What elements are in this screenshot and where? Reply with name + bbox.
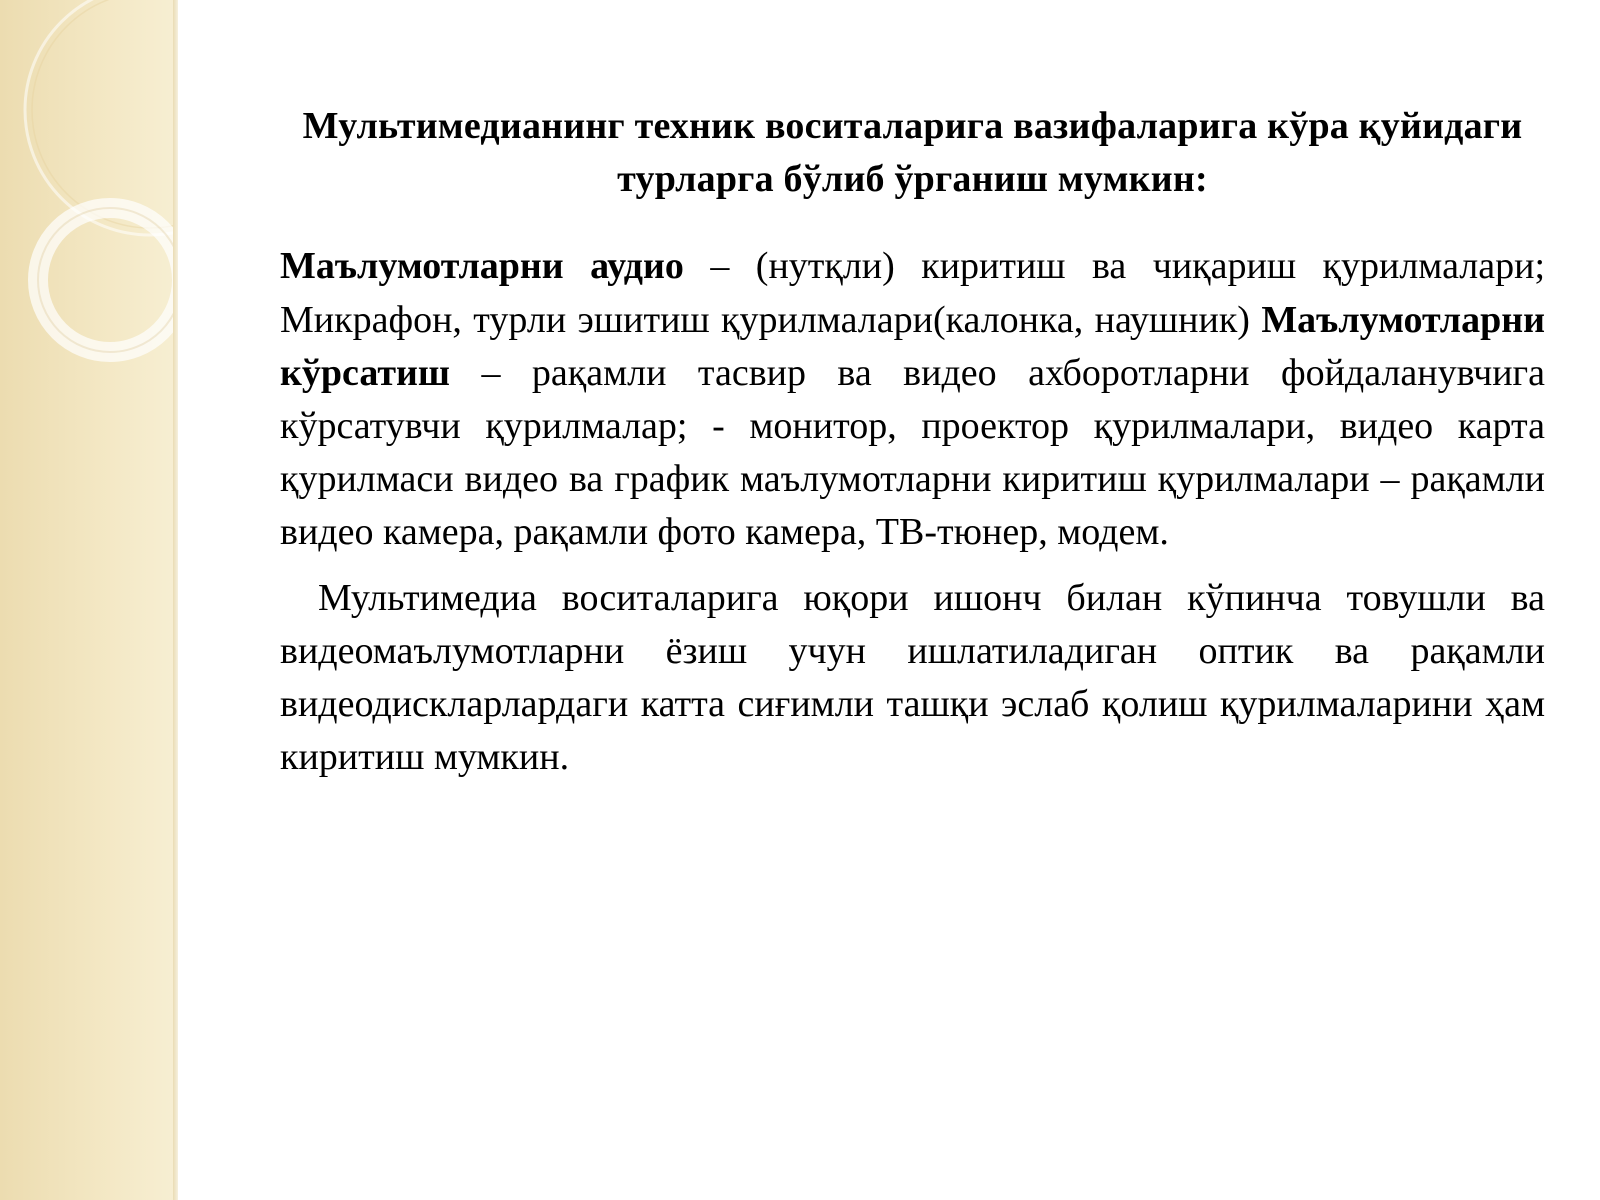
- side-panel-edge: [173, 0, 178, 1200]
- decorative-side-panel: [0, 0, 178, 1200]
- term-audio-data: Маълумотларни аудио: [280, 245, 684, 288]
- decorative-rings-graphic: [0, 0, 178, 1200]
- paragraph-storage: Мультимедиа воситаларига юқори ишонч билан кўпинча товушли ва видеомаълумотларни ёзиш учун ишлатиладиган оптик ва рақамли видеодискларлардаги катта сиғимли ташқи эслаб қолиш қурилмаларини ҳам киритиш мумкин.: [280, 576, 1545, 779]
- audio-devices-text: – (нутқли) киритиш ва чиқариш қурилмалари; Микрафон, турли эшитиш қурилмалари(калонка, наушник): [280, 245, 1546, 341]
- display-devices-text: – рақамли тасвир ва видео ахборотларни фойдаланувчига кўрсатувчи қурилмалар; - монитор, проектор қурилмалари, видео карта қурилмаси видео ва график маълумотларни киритиш қурилмалари – рақамли видео камера, рақамли фото камера, ТВ-тюнер, модем.: [280, 351, 1545, 554]
- slide-content: [280, 100, 1545, 784]
- paragraph-devices: [280, 240, 1545, 559]
- slide-title: Мультимедианинг техник воситаларига вазифаларига кўра қуйидаги турларга бўлиб ўрганиш мумкин:: [302, 105, 1523, 201]
- large-ring-inner-line: [32, 0, 178, 228]
- term-display-data: Маълумотларни кўрсатиш: [280, 298, 1545, 394]
